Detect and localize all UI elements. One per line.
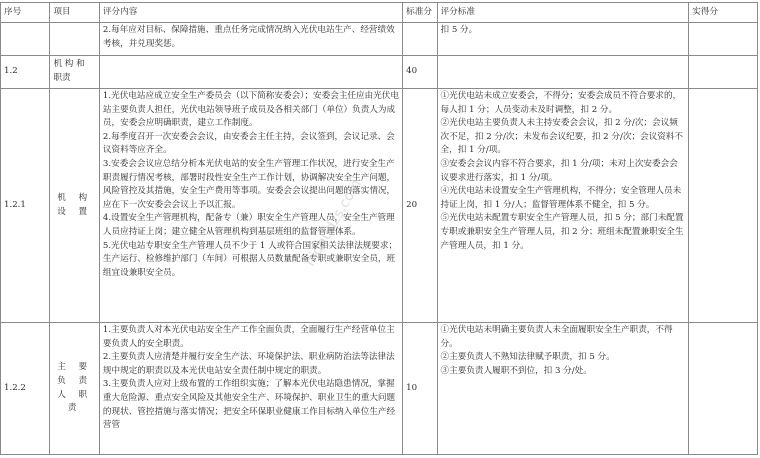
content-line: 2.主要负责人应清楚并履行安全生产法、环境保护法、职业病防治法等法律法规中规定的职责以及本光伏电站安全责任制中规定的职责。 bbox=[102, 352, 395, 376]
content-line: 3.主要负责人应对上级布置的工作组织实施；了解本光伏电站隐患情况，掌握重大危险源、重点安全风险及其他安全生产、环境保护、职业卫生的重大问题的现状、管控措施与落实情况；把安全环保职业健康工作目标纳入单位生产经营管 bbox=[102, 379, 396, 431]
row-criteria bbox=[437, 23, 689, 56]
row-content bbox=[99, 89, 402, 323]
table-row bbox=[1, 323, 758, 455]
row-score: 40 bbox=[403, 56, 437, 89]
content-line: 4.设置安全生产管理机构，配备专（兼）职安全生产管理人员，安全生产管理人员应持证上岗；建立健全从管理机构到基层班组的监督管理体系。 bbox=[102, 213, 395, 237]
table-row bbox=[1, 23, 758, 56]
row-criteria bbox=[437, 56, 689, 89]
table-row bbox=[1, 56, 758, 89]
row-content bbox=[99, 56, 402, 89]
row-no bbox=[1, 23, 50, 56]
header-criteria: 评分标准 bbox=[437, 3, 689, 23]
table-row bbox=[1, 89, 758, 323]
row-actual-score bbox=[689, 89, 758, 323]
header-standard-score: 标准分 bbox=[403, 3, 437, 23]
criteria-line: ①光伏电站未成立安委会，不得分；安委会成员不符合要求的，每人扣 1 分；人员变动未及时调整，扣 2 分。 bbox=[440, 91, 682, 115]
watermark: hidnudzs.com bbox=[302, 176, 365, 270]
criteria-line: ①光伏电站未明确主要负责人未全面履职安全生产职责，不得分。 bbox=[440, 325, 673, 349]
header-content: 评分内容 bbox=[99, 3, 402, 23]
row-score: 10 bbox=[403, 323, 437, 455]
row-score bbox=[403, 23, 437, 56]
item-label: 机 构 设 置 bbox=[57, 192, 93, 217]
criteria-line: 扣 5 分。 bbox=[440, 25, 478, 35]
row-item bbox=[50, 23, 99, 56]
row-no: 1.2.2 bbox=[1, 323, 50, 455]
criteria-line: ③主要负责人履职不到位，扣 3 分/处。 bbox=[440, 365, 592, 376]
row-criteria bbox=[437, 323, 689, 455]
row-item bbox=[50, 323, 99, 455]
criteria-line: ④光伏电站未设置安全生产管理机构，不得分；安全管理人员未持证上岗，扣 1 分/人；监督管理体系不健全，扣 5 分。 bbox=[440, 186, 682, 210]
content-line: 5.光伏电站专职安全生产管理人员不少于 1 人或符合国家相关法律法规要求；生产运行、检修维护部门（车间）可根据人员数量配备专职或兼职安全员，班组宜设兼职安全员。 bbox=[102, 240, 398, 278]
header-row bbox=[1, 3, 758, 23]
item-label: 主 要 负 责 人 职 责 bbox=[57, 362, 93, 414]
criteria-line: ②光伏电站主要负责人未主持安委会会议，扣 2 分/次；会议频次不足，扣 2 分/次；未发布会议纪要，扣 2 分/次；会议资料不全，扣 1 分/项。 bbox=[440, 118, 684, 156]
content-line: 2.每年应对目标、保障措施、重点任务完成情况纳入光伏电站生产、经营绩效考核，并兑现奖惩。 bbox=[102, 25, 395, 49]
row-content bbox=[99, 323, 402, 455]
criteria-line: ③安委会会议内容不符合要求，扣 1 分/项；未对上次安委会会议要求进行落实，扣 1 分/项。 bbox=[440, 158, 678, 183]
row-actual-score bbox=[689, 23, 758, 56]
content-line: 2.每季度召开一次安委会会议，由安委会主任主持，会议签到，会议记录、会议资料等应齐全。 bbox=[102, 131, 395, 156]
content-line: 3.安委会会议应总结分析本光伏电站的安全生产管理工作状况，进行安全生产职责履行情况考核，部署时段性安全生产工作计划，协调解决安全生产问题，风险管控及其措施，安全生产费用等事项。安委会会议提出问题的落实情况，应在下一次安委会会议上予以汇报。 bbox=[102, 158, 396, 210]
row-actual-score bbox=[689, 56, 758, 89]
row-criteria bbox=[437, 89, 689, 323]
row-actual-score bbox=[689, 323, 758, 455]
row-item: 机 构 和 职责 bbox=[50, 56, 99, 89]
row-item bbox=[50, 89, 99, 323]
row-no: 1.2 bbox=[1, 56, 50, 89]
row-no: 1.2.1 bbox=[1, 89, 50, 323]
scoring-table bbox=[0, 2, 758, 455]
header-no: 序号 bbox=[1, 3, 50, 23]
header-item: 项目 bbox=[50, 3, 99, 23]
criteria-line: ⑤光伏电站未配置专职安全生产管理人员，扣 5 分；部门未配置专职或兼职安全生产管理人员，扣 2 分；班组未配置兼职安全生产管理人员，扣 1 分。 bbox=[440, 213, 684, 251]
content-line: 1.主要负责人对本光伏电站安全生产工作全面负责，全面履行生产经营单位主要负责人的安全职责。 bbox=[102, 325, 395, 349]
header-actual-score: 实得分 bbox=[689, 3, 758, 23]
row-score: 20 bbox=[403, 89, 437, 323]
criteria-line: ②主要负责人不熟知法律赋予职责，扣 5 分。 bbox=[440, 352, 615, 363]
row-content bbox=[99, 23, 402, 56]
content-line: 1.光伏电站应成立安全生产委员会（以下简称安委会）；安委会主任应由光伏电站主要负责人担任，光伏电站领导班子成员及各相关部门（单位）负责人为成员，安委会应明确职责，建立工作制度。 bbox=[102, 91, 399, 129]
